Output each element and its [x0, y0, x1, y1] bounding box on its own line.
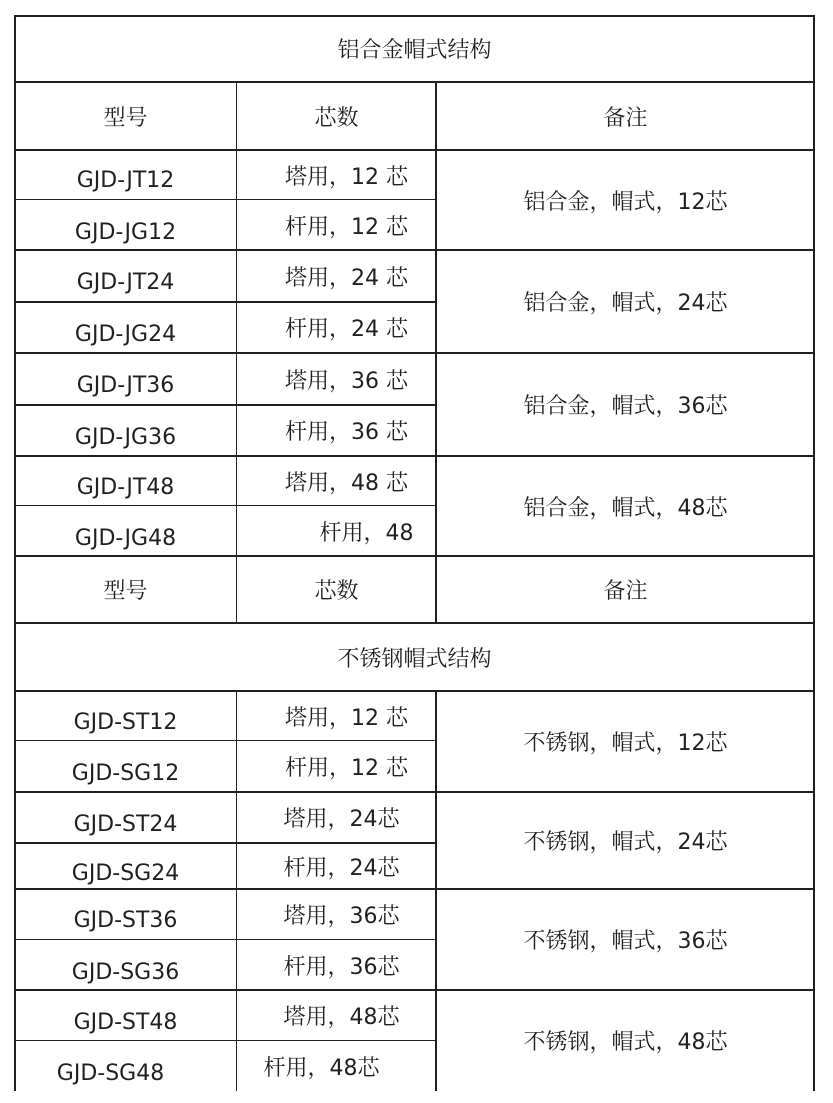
table-cell-remark: 铝合金，帽式，36芯 — [523, 394, 728, 419]
table-cell-model: GJD-JT24 — [76, 269, 175, 295]
table-border — [14, 1040, 436, 1041]
table-border — [14, 149, 815, 151]
table-cell-cores: 杆用，48芯 — [263, 1055, 380, 1081]
table-cell-cores: 杆用，24芯 — [283, 855, 400, 881]
table-cell-remark: 不锈钢，帽式，12芯 — [523, 731, 728, 756]
section-title-stainless: 不锈钢帽式结构 — [337, 646, 492, 672]
table-cell-remark: 不锈钢，帽式，48芯 — [523, 1030, 728, 1055]
table-cell-cores: 杆用，24 芯 — [285, 317, 408, 342]
table-border — [14, 622, 815, 624]
table-cell-model: GJD-JG48 — [74, 525, 177, 551]
table-border — [813, 15, 815, 1091]
table-cell-model: GJD-JT36 — [76, 372, 175, 398]
table-border — [435, 82, 437, 556]
table-cell-model: GJD-SG48 — [56, 1060, 165, 1086]
table-cell-cores: 塔用，48 芯 — [285, 470, 408, 496]
table-border — [14, 404, 436, 406]
table-border — [14, 81, 815, 83]
table-border — [14, 555, 815, 557]
table-cell-model: GJD-ST36 — [73, 908, 178, 933]
table-border — [435, 691, 437, 1091]
table-cell-remark: 铝合金，帽式，24芯 — [523, 291, 728, 316]
table-cell-cores: 塔用，12 芯 — [285, 705, 408, 731]
table-border — [14, 352, 815, 354]
table-border — [14, 989, 815, 991]
header-cores: 芯数 — [314, 579, 359, 604]
table-cell-cores: 塔用，48芯 — [283, 1005, 400, 1030]
table-cell-cores: 塔用，36芯 — [283, 904, 400, 929]
table-cell-cores: 塔用，12 芯 — [285, 164, 408, 190]
table-border — [14, 505, 436, 506]
table-cell-cores: 杆用，48 — [319, 520, 414, 546]
table-border — [14, 842, 436, 844]
section-title-aluminum: 铝合金帽式结构 — [337, 38, 492, 63]
header-model: 型号 — [103, 105, 148, 131]
table-cell-cores: 杆用，12 芯 — [285, 756, 408, 781]
table-cell-model: GJD-ST48 — [73, 1010, 178, 1035]
table-border — [14, 199, 436, 200]
table-cell-cores: 塔用，36 芯 — [285, 368, 408, 394]
table-cell-cores: 杆用，36 芯 — [285, 420, 408, 445]
table-cell-cores: 杆用，12 芯 — [285, 214, 408, 240]
table-border — [14, 939, 436, 940]
table-cell-model: GJD-JG36 — [74, 425, 177, 450]
table-cell-cores: 杆用，36芯 — [283, 954, 400, 980]
table-cell-cores: 塔用，24芯 — [283, 807, 400, 832]
table-cell-remark: 铝合金，帽式，12芯 — [523, 189, 728, 215]
table-border — [236, 691, 237, 1091]
table-cell-cores: 塔用，24 芯 — [285, 265, 408, 291]
table-cell-model: GJD-JG12 — [74, 219, 177, 245]
table-border — [14, 888, 815, 890]
table-cell-model: GJD-ST12 — [73, 709, 178, 735]
table-border — [14, 791, 815, 793]
header-remark: 备注 — [603, 105, 648, 131]
header-model: 型号 — [103, 579, 148, 604]
table-border — [14, 455, 815, 457]
header-remark: 备注 — [603, 579, 648, 604]
table-border — [236, 556, 237, 623]
table-border — [14, 740, 436, 741]
spec-sheet — [14, 15, 815, 1091]
table-border — [14, 15, 815, 17]
table-border — [236, 82, 237, 556]
table-border — [14, 15, 16, 1091]
table-cell-remark: 不锈钢，帽式，24芯 — [523, 830, 728, 855]
table-border — [435, 556, 437, 623]
table-cell-model: GJD-SG12 — [71, 761, 180, 786]
table-cell-model: GJD-SG36 — [71, 959, 180, 985]
table-cell-remark: 铝合金，帽式，48芯 — [523, 495, 728, 521]
table-cell-model: GJD-ST24 — [73, 812, 178, 837]
table-border — [14, 690, 815, 692]
table-cell-model: GJD-JG24 — [74, 322, 177, 347]
table-border — [14, 301, 436, 303]
table-cell-model: GJD-SG24 — [71, 860, 180, 886]
table-cell-model: GJD-JT12 — [76, 167, 175, 193]
table-border — [14, 249, 815, 251]
table-cell-remark: 不锈钢，帽式，36芯 — [523, 929, 728, 954]
table-cell-model: GJD-JT48 — [76, 474, 175, 500]
header-cores: 芯数 — [314, 105, 359, 131]
